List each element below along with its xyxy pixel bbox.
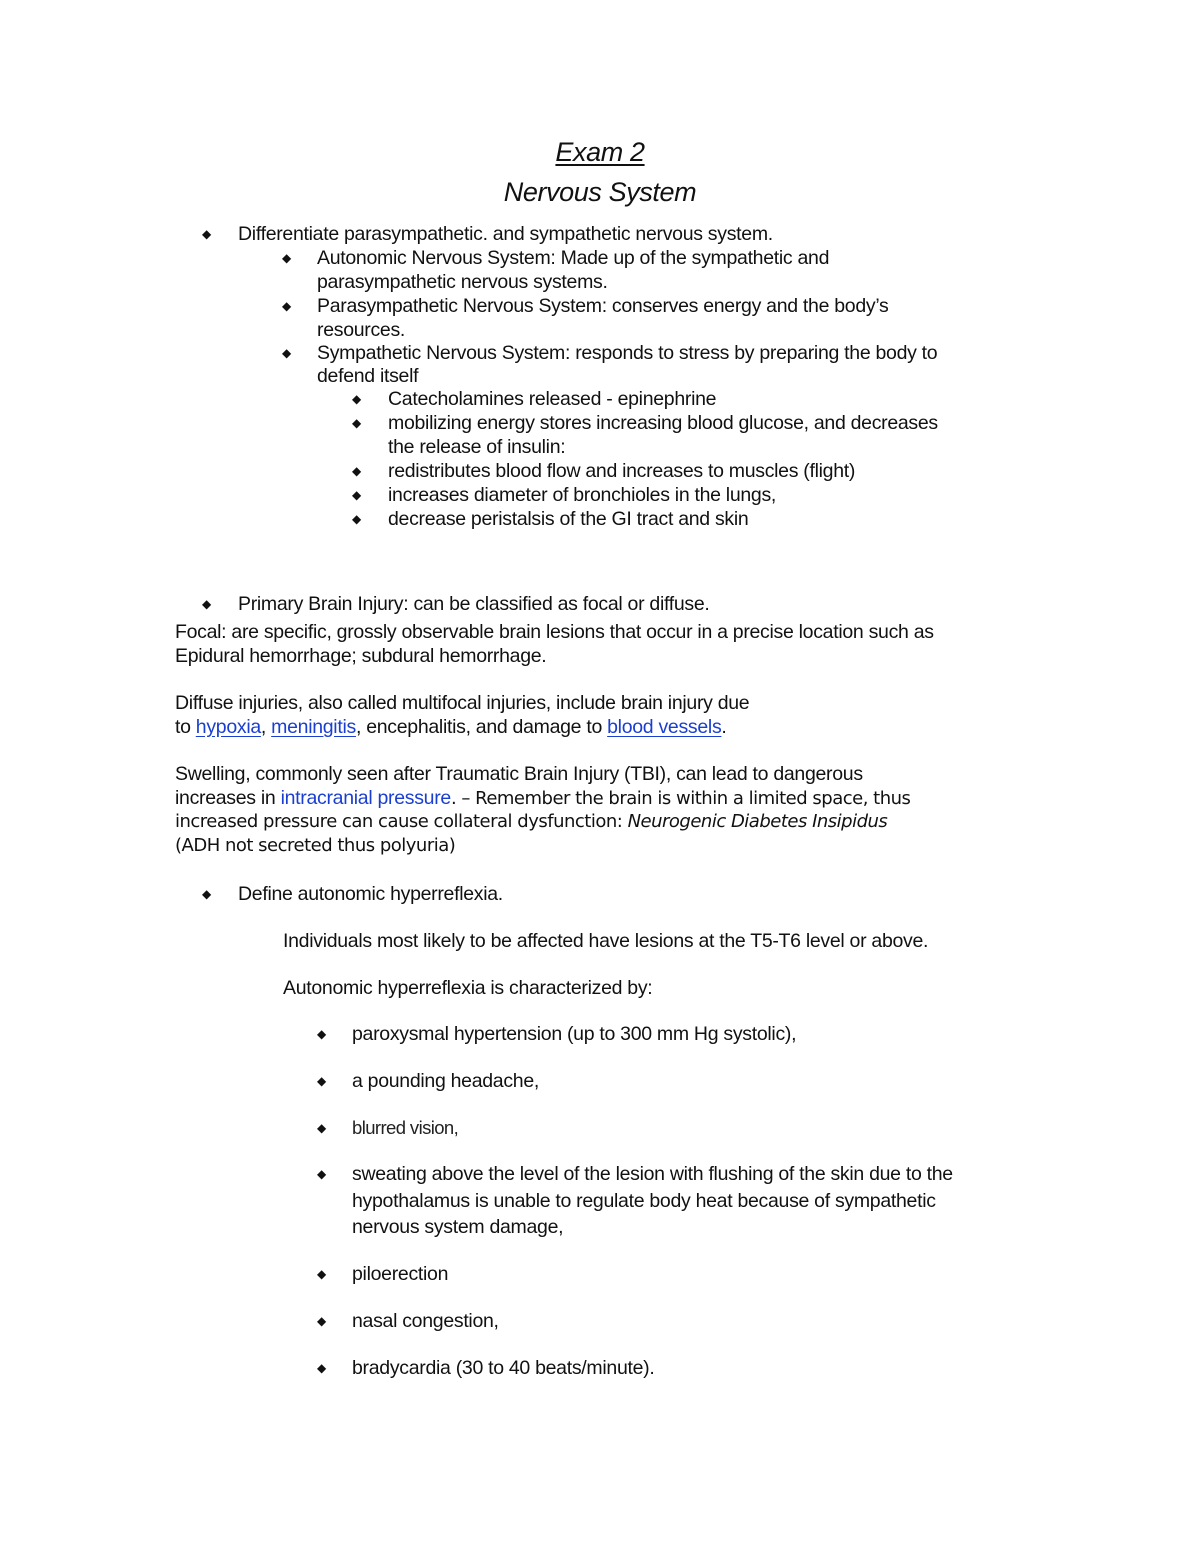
bullet-icon: ◆ [352, 416, 362, 430]
list-item-pns-line1: Parasympathetic Nervous System: conserves energy and the body’s [317, 295, 889, 317]
paragraph-focal-line1: Focal: are specific, grossly observable brain lesions that occur in a precise location such as [175, 621, 934, 643]
list-item-pns-line2: resources. [317, 319, 406, 341]
list-item-bradycardia: bradycardia (30 to 40 beats/minute). [352, 1357, 655, 1379]
paragraph-swelling-line3: increased pressure can cause collateral dysfunction: Neurogenic Diabetes Insipidus [175, 811, 888, 832]
paragraph-lesion-level: Individuals most likely to be affected have lesions at the T5-T6 level or above. [283, 930, 929, 952]
paragraph-focal-line2: Epidural hemorrhage; subdural hemorrhage. [175, 645, 547, 667]
sub-item-catecholamines: Catecholamines released - epinephrine [388, 388, 717, 410]
link-intracranial-pressure[interactable]: intracranial pressure [280, 787, 451, 809]
bullet-icon: ◆ [202, 887, 212, 901]
bullet-icon: ◆ [317, 1267, 327, 1281]
list-item-ans-line1: Autonomic Nervous System: Made up of the sympathetic and [317, 247, 830, 269]
bullet-icon: ◆ [282, 346, 292, 360]
list-item-sweating-line2: hypothalamus is unable to regulate body heat because of sympathetic [352, 1190, 936, 1212]
list-item-sns-line2: defend itself [317, 365, 419, 387]
bullet-icon: ◆ [352, 464, 362, 478]
paragraph-characterized-by: Autonomic hyperreflexia is characterized by: [283, 977, 653, 999]
paragraph-diffuse-line1: Diffuse injuries, also called multifocal injuries, include brain injury due [175, 692, 750, 714]
link-blood-vessels[interactable]: blood vessels [607, 716, 722, 738]
sub-item-bronchioles: increases diameter of bronchioles in the lungs, [388, 484, 777, 506]
bullet-icon: ◆ [317, 1167, 327, 1181]
sub-item-mobilizing-line2: the release of insulin: [388, 436, 566, 458]
sub-item-mobilizing-line1: mobilizing energy stores increasing blood glucose, and decreases [388, 412, 938, 434]
link-hypoxia[interactable]: hypoxia [195, 716, 261, 738]
list-item-headache: a pounding headache, [352, 1070, 540, 1092]
bullet-icon: ◆ [352, 512, 362, 526]
bullet-icon: ◆ [317, 1074, 327, 1088]
list-item-sns-line1: Sympathetic Nervous System: responds to stress by preparing the body to [317, 342, 938, 364]
list-item-sweating-line1: sweating above the level of the lesion with flushing of the skin due to the [352, 1163, 953, 1185]
paragraph-swelling-line2: increases in intracranial pressure. – Remember the brain is within a limited space, thus [175, 787, 911, 809]
page-subtitle: Nervous System [503, 177, 697, 207]
list-item-ans-line2: parasympathetic nervous systems. [317, 271, 608, 293]
sub-item-peristalsis: decrease peristalsis of the GI tract and skin [388, 508, 749, 530]
bullet-icon: ◆ [202, 227, 212, 241]
bullet-icon: ◆ [317, 1121, 327, 1135]
list-item-hypertension: paroxysmal hypertension (up to 300 mm Hg systolic), [352, 1023, 797, 1045]
list-item-nasal-congestion: nasal congestion, [352, 1310, 499, 1332]
paragraph-diffuse-line2: to hypoxia, meningitis, encephalitis, and damage to blood vessels. [175, 716, 727, 738]
bullet-icon: ◆ [282, 251, 292, 265]
bullet-icon: ◆ [282, 299, 292, 313]
section-heading-primary-brain-injury: Primary Brain Injury: can be classified as focal or diffuse. [238, 593, 710, 615]
list-item-blurred-vision: blurred vision, [352, 1117, 459, 1138]
paragraph-swelling-line4: (ADH not secreted thus polyuria) [175, 835, 456, 856]
section-heading-differentiate: Differentiate parasympathetic. and sympathetic nervous system. [238, 223, 773, 245]
link-meningitis[interactable]: meningitis [271, 716, 356, 738]
bullet-icon: ◆ [202, 597, 212, 611]
bullet-icon: ◆ [317, 1314, 327, 1328]
bullet-icon: ◆ [317, 1027, 327, 1041]
bullet-icon: ◆ [352, 392, 362, 406]
page-title: Exam 2 [555, 137, 645, 167]
bullet-icon: ◆ [352, 488, 362, 502]
sub-item-blood-flow: redistributes blood flow and increases to muscles (flight) [388, 460, 856, 482]
list-item-sweating-line3: nervous system damage, [352, 1216, 564, 1238]
bullet-icon: ◆ [317, 1361, 327, 1375]
list-item-piloerection: piloerection [352, 1263, 449, 1285]
section-heading-autonomic-hyperreflexia: Define autonomic hyperreflexia. [238, 883, 503, 905]
paragraph-swelling-line1: Swelling, commonly seen after Traumatic Brain Injury (TBI), can lead to dangerous [175, 763, 863, 785]
